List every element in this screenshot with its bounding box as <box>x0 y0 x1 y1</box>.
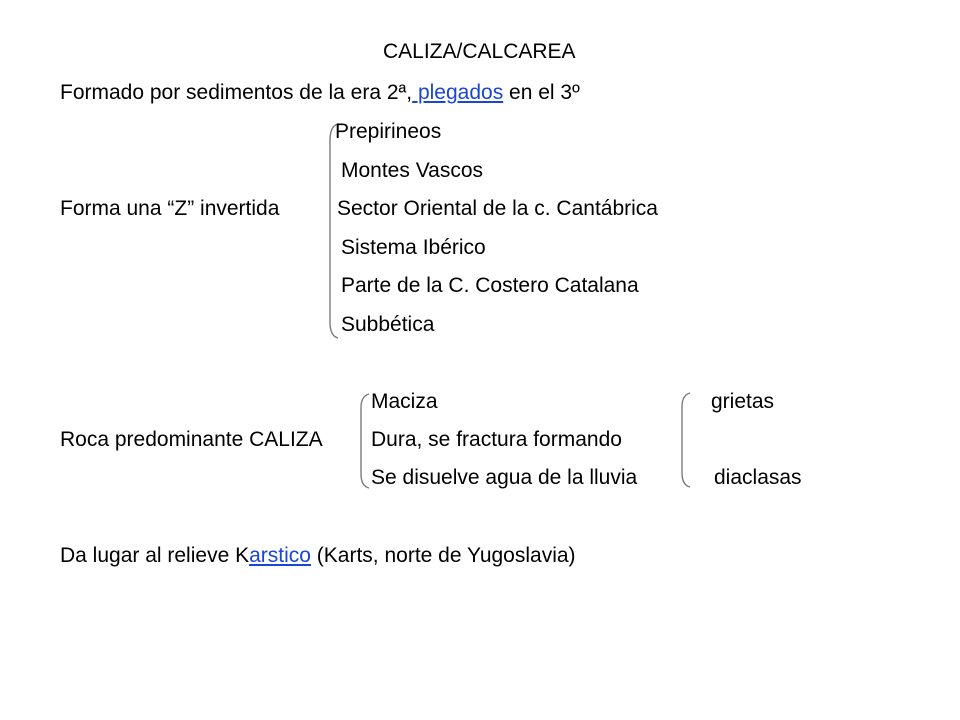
zone-item: Subbética <box>341 313 435 336</box>
sediment-suffix: en el 3º <box>503 81 580 104</box>
zone-label: Forma una “Z” invertida <box>60 197 280 220</box>
karst-suffix: (Karts, norte de Yugoslavia) <box>310 544 576 567</box>
sediment-text: Formado por sedimentos de la era 2ª, <box>60 81 413 104</box>
rock-brace <box>358 392 372 492</box>
zone-item: Sector Oriental de la c. Cantábrica <box>337 197 658 220</box>
karst-text: Da lugar al relieve K <box>60 544 250 567</box>
zone-brace <box>327 122 341 342</box>
zone-item: Sistema Ibérico <box>341 236 486 259</box>
karst-line <box>60 544 576 568</box>
zone-item: Montes Vascos <box>341 159 484 182</box>
rock-item: Maciza <box>371 390 438 413</box>
sediment-line <box>60 81 580 105</box>
fracture-item-diaclasas: diaclasas <box>714 466 802 489</box>
rock-item: Se disuelve agua de la lluvia <box>371 466 638 489</box>
zone-item: Parte de la C. Costero Catalana <box>341 274 639 297</box>
rock-label: Roca predominante CALIZA <box>60 428 323 451</box>
karstico-link[interactable]: arstico <box>249 544 311 567</box>
rock-item: Dura, se fractura formando <box>371 428 622 451</box>
fracture-item-grietas: grietas <box>711 390 775 413</box>
page-title: CALIZA/CALCAREA <box>383 40 576 63</box>
fracture-brace <box>679 391 693 491</box>
zone-item: Prepirineos <box>335 120 442 143</box>
plegados-link[interactable]: plegados <box>412 81 504 104</box>
